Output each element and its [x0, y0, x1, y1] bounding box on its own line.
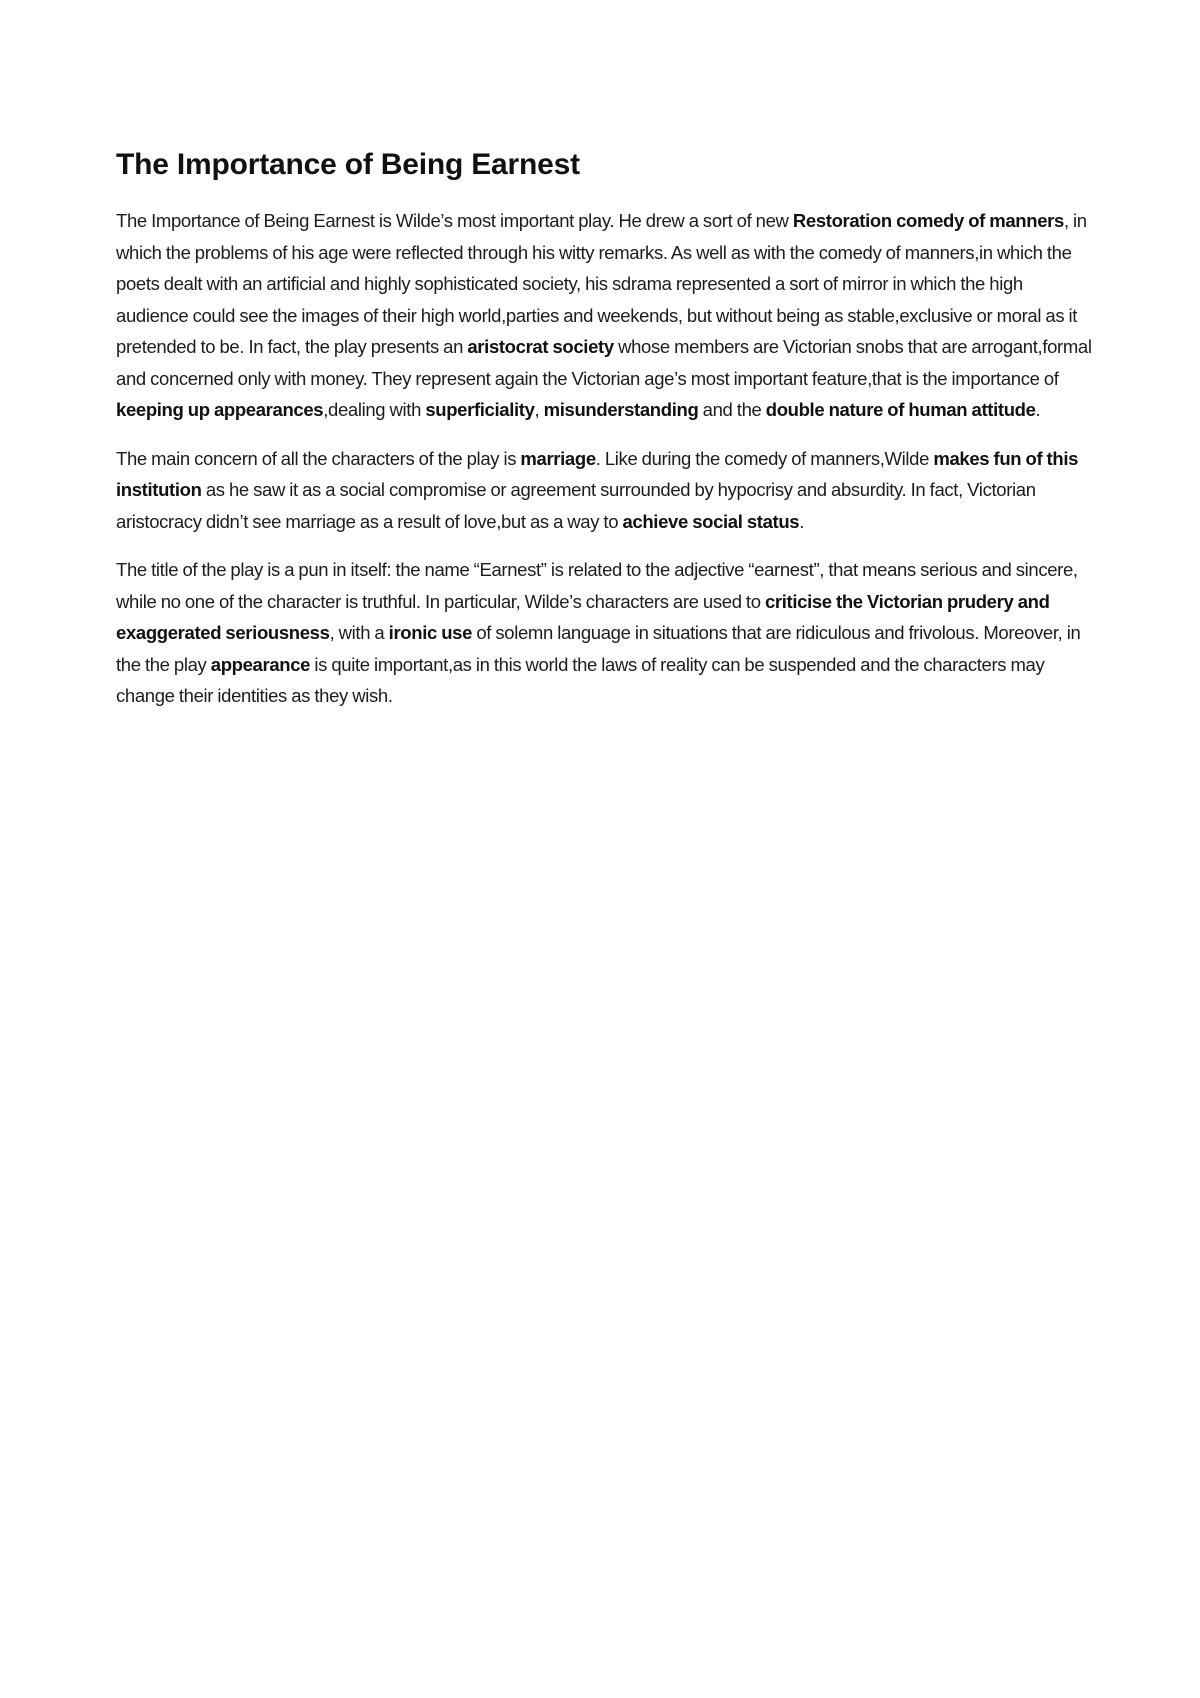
bold-text-run: aristocrat society: [467, 336, 614, 357]
bold-text-run: ironic use: [388, 622, 473, 643]
text-run: The Importance of Being Earnest is Wilde’s most important play. He drew a sort of new: [116, 210, 793, 231]
text-run: .: [799, 510, 805, 532]
document-body: [116, 147, 1096, 729]
body-paragraph: [116, 443, 1096, 538]
text-run: ,dealing with: [323, 399, 426, 420]
bold-text-run: superficiality: [425, 399, 535, 420]
text-run: ,: [534, 399, 544, 420]
body-paragraph: [116, 205, 1096, 426]
text-run: of solemn language in situations that are ridiculous and frivolous. Moreover, in the the play: [116, 622, 1081, 675]
text-run: The main concern of all the characters of the play is: [116, 447, 521, 469]
text-run: .: [1035, 399, 1041, 420]
bold-text-run: Restoration comedy of manners: [792, 210, 1064, 231]
body-paragraph: [116, 554, 1096, 712]
text-run: The title of the play is a pun in itself: the name “Earnest” is related to the adjective “earnest”, that means serious and sincere, while no one of the character is truthful. In particular, Wilde’s characters are used to: [116, 559, 1078, 612]
bold-text-run: marriage: [520, 447, 596, 469]
bold-text-run: achieve social status: [622, 510, 800, 532]
text-run: , in which the problems of his age were reflected through his witty remarks. As well as with the comedy of manners,in which the poets dealt with an artificial and highly sophisticated society, his sdrama represented a sort of mirror in which the high audience could see the images of their high world,parties and weekends, but without being as stable,exclusive or moral as it pretended to be. In fact, the play presents an: [116, 210, 1087, 357]
paragraphs-container: [116, 205, 1096, 712]
text-run: as he saw it as a social compromise or agreement surrounded by hypocrisy and absurdity. In fact, Victorian aristocracy didn’t see marriage as a result of love,but as a way to: [116, 479, 1036, 532]
text-run: is quite important,as in this world the laws of reality can be suspended and the characters may change their identities as they wish.: [116, 653, 1045, 706]
text-run: and the: [698, 399, 766, 420]
bold-text-run: double nature of human attitude: [765, 399, 1036, 420]
document-title: The Importance of Being Earnest: [116, 148, 580, 181]
bold-text-run: misunderstanding: [543, 399, 699, 420]
bold-text-run: criticise the Victorian prudery and exaggerated seriousness: [116, 590, 1050, 643]
text-run: , with a: [329, 622, 389, 643]
bold-text-run: appearance: [210, 653, 311, 675]
bold-text-run: keeping up appearances: [116, 399, 324, 420]
bold-text-run: makes fun of this institution: [116, 447, 1079, 500]
text-run: whose members are Victorian snobs that are arrogant,formal and concerned only with money. They represent again the Victorian age’s most important feature,that is the importance of: [116, 336, 1092, 389]
text-run: . Like during the comedy of manners,Wilde: [595, 447, 934, 469]
